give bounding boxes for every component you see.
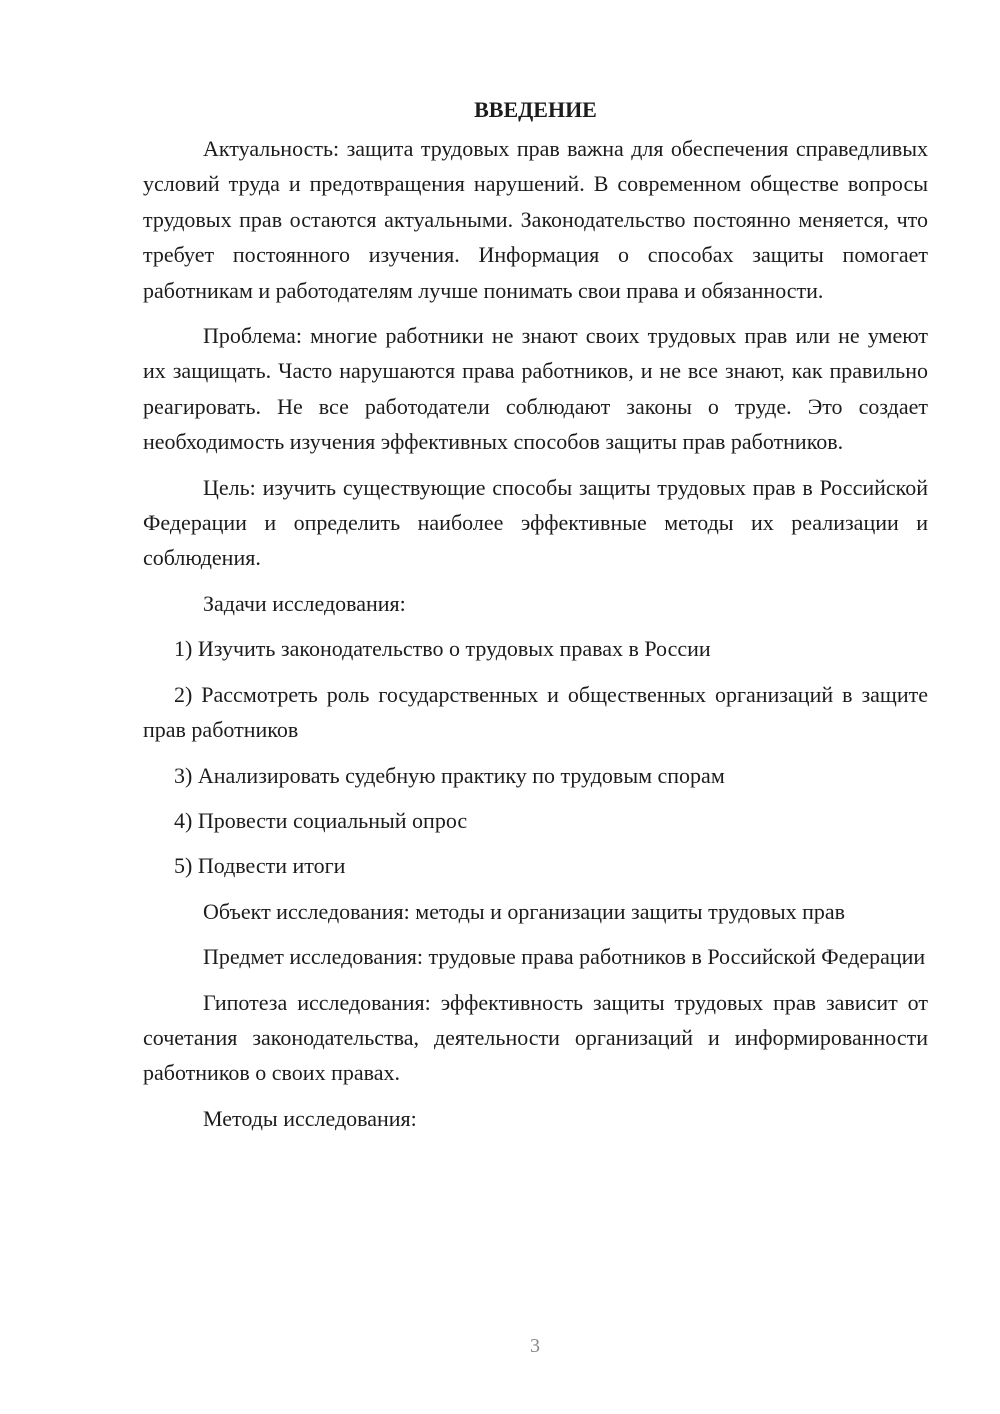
task-item-2: 2) Рассмотреть роль государственных и общественных организаций в защите прав работников [143,681,928,743]
object-paragraph: Объект исследования: методы и организации защиты трудовых прав [203,898,846,924]
hypothesis-paragraph: Гипотеза исследования: эффективность защиты трудовых прав зависит от сочетания законодательства, деятельности организаций и информированности работников о своих правах. [143,989,928,1086]
problem-paragraph: Проблема: многие работники не знают своих трудовых прав или не умеют их защищать. Часто нарушаются права работников, и не все знают, как правильно реагировать. Не все работодатели соблюдают законы о труде. Это создает необходимость изучения эффективных способов защиты прав работников. [143,323,928,455]
tasks-title: Задачи исследования: [203,590,406,616]
task-item-5: 5) Подвести итоги [174,853,346,879]
methods-title: Методы исследования: [203,1105,417,1131]
section-heading: ВВЕДЕНИЕ [474,97,597,122]
relevance-paragraph: Актуальность: защита трудовых прав важна для обеспечения справедливых условий труда и предотвращения нарушений. В современном обществе вопросы трудовых прав остаются актуальными. Законодательство постоянно меняется, что требует постоянного изучения. Информация о способах защиты помогает работникам и работодателям лучше понимать свои права и обязанности. [143,136,928,303]
page-number: 3 [530,1335,540,1357]
page-content [143,92,928,1146]
subject-paragraph: Предмет исследования: трудовые права работников в Российской Федерации [203,944,926,970]
task-item-1: 1) Изучить законодательство о трудовых правах в России [174,636,711,662]
goal-paragraph: Цель: изучить существующие способы защиты трудовых прав в Российской Федерации и определить наиболее эффективные методы их реализации и соблюдения. [143,474,928,571]
task-item-4: 4) Провести социальный опрос [174,807,468,833]
task-item-3: 3) Анализировать судебную практику по трудовым спорам [174,762,725,788]
